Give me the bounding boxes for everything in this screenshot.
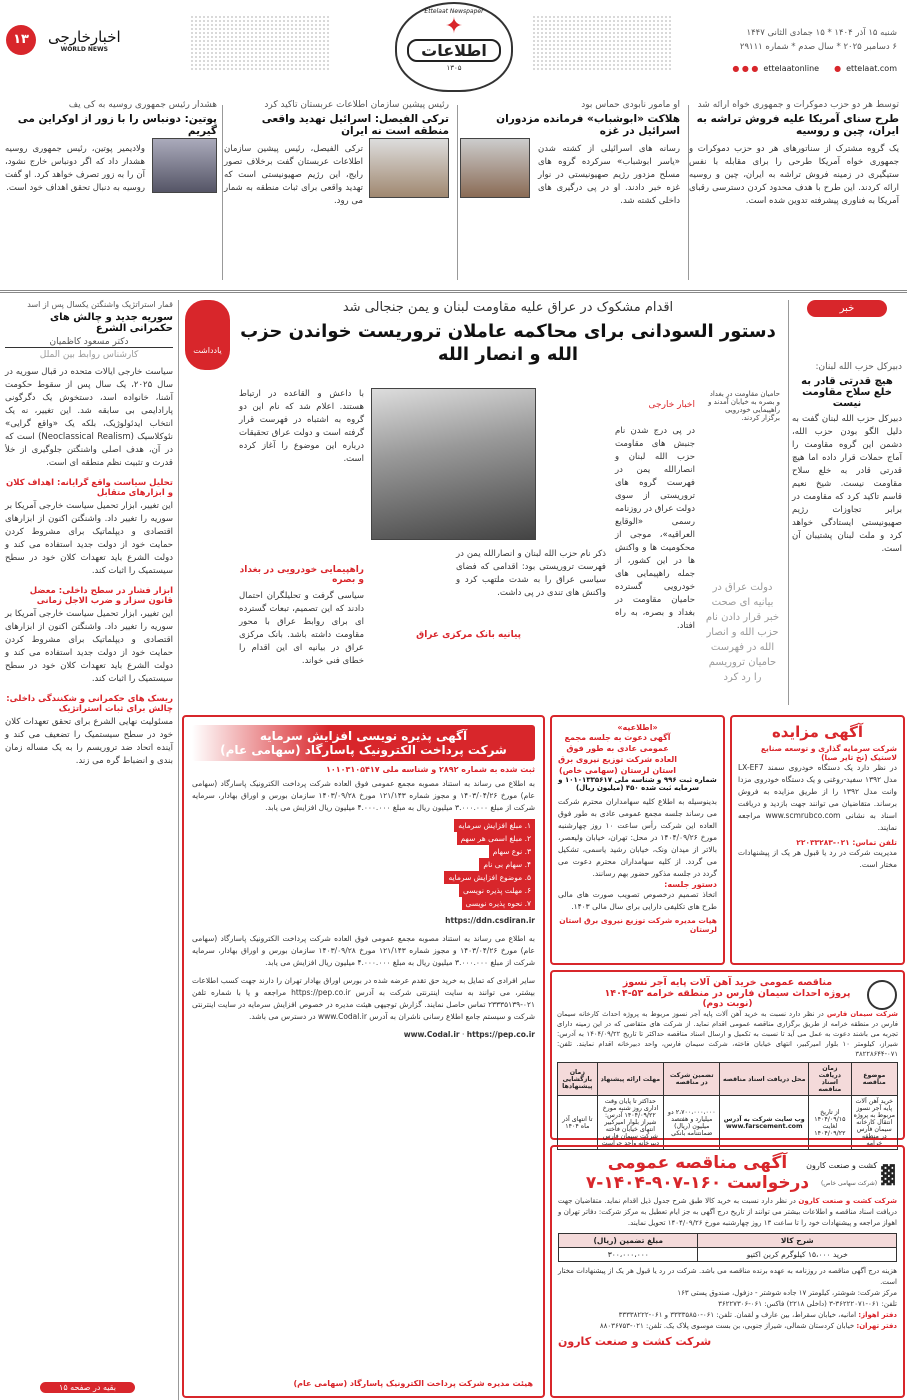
ads-notice-reg: شماره ثبت ۹۹۶ و شناسه ملی ۱۰۱۰۱۳۳۵۶۱۷ و سرمایه ثبت شده ۴۵۰ (میلیون ریال): [558, 776, 717, 792]
opinion-column: [5, 300, 173, 768]
ads-capital-intro: به اطلاع می رساند به استناد مصوبه مجمع عمومی فوق العاده شرکت پرداخت الکترونیک پاسارگاد (سهامی عام) مورخ ۱۴۰۳/۰۴/۲۶ و مجوز شماره ۱۲۱/۱۴۳ مورخ ۱۴۰۳/۰۹/۲۸ سازمان بورس و اوراق بهادار، سرمایه شرکت از مبلغ ۳.۰۰۰.۰۰۰ میلیون ریال به مبلغ ۴.۰۰۰.۰۰۰ میلیون ریال افزایش می یابد.: [192, 934, 535, 967]
block: [558, 1063, 898, 1096]
ads-cement-headers-2: محل دریافت اسناد مناقصه: [720, 1063, 809, 1096]
ad-item: ۲. مبلغ اسمی هر سهم: [457, 832, 536, 845]
ads-cement-headers-0: موضوع مناقصه: [851, 1063, 897, 1096]
ads-cement-row-0: خرید آهن آلات پایه آجر نسوز مربوط به پروژه انتقال کارخانه سیمان فارس در منطقه خرامه: [851, 1096, 897, 1150]
opinion-sub1: تحلیل سیاست واقع گرایانه: اهداف کلان و ابزارهای متقابل: [5, 478, 173, 498]
ads-karun-logo_name: کشت و صنعت کارون: [806, 1161, 878, 1170]
ads-cement-body: در نظر دارد نسبت به خرید آهن آلات پایه آجر نسوز مربوط به پروژه احداث کارخانه سیمان فارس در منطقه خرامه از طریق برگزاری مناقصه عمومی اقدام نماید. از شرکت های متقاضی که در این زمینه دارای تجربه می باشند دعوت به عمل می آید تا نسبت به تکمیل و ارسال اسناد مناقصه حداکثر تا تاریخ ۱۴۰۴/۰۹/۲۲ به آدرس: شیراز، کیلومتر ۱۰ بلوار امیرکبیر، انتهای خیابان فاخته، شرکت سیمان فارس، واحد دبیرخانه اقدام نمایند. تلفن: ۰۷۱-۳۸۲۲۸۶۴۴: [557, 1010, 898, 1058]
ads-auction-footer: مدیریت شرکت در رد یا قبول هر یک از پیشنهادات مختار است.: [738, 848, 897, 869]
ads-karun-row-1: ۳۰۰،۰۰۰،۰۰۰: [559, 1248, 698, 1262]
ads-karun-body2: هزینه درج آگهی مناقصه در روزنامه به عهده برنده مناقصه می باشد. شرکت در رد یا قبول هر یک از پیشنهادات مختار است.: [558, 1267, 897, 1286]
opinion-title: سوریه جدید و چالش های حکمرانی الشرع: [49, 312, 173, 334]
main_story-col1: در پی درج شدن نام جنبش های مقاومت حزب الله لبنان و انصارالله یمن در فهرست گروه های تروریستی از سوی دولت عراق در روزنامه رسمی «الوقایع العراقیه»، موجی از محکومیت ها و واکنش ها در این کشور، از جمله راهپیمایی های خودرویی گسترده حامیان مقاومت در بغداد و بصره، به راه افتاد.: [615, 426, 695, 631]
ads-cement-company: شرکت سیمان فارس: [826, 1010, 898, 1018]
continue-link[interactable]: بقیه در صفحه ۱۵: [40, 1382, 135, 1393]
opinion-body2: این تغییر، ابزار تحمیل سیاست خارجی آمریکا بر سوریه را تغییر داد. واشنگتن اکنون از ابزارهای اقتصادی و دیپلماتیک برای مشروط کردن حمایت خود از دولت جدید استفاده می کند و دولت الشرع باید تعهدات کلان خود در سطح سیستمیک را اثبات کند.: [5, 501, 173, 576]
ads-capital-intro: به اطلاع می رساند به استناد مصوبه مجمع عمومی فوق العاده شرکت پرداخت الکترونیک پاسارگاد (سهامی عام) مورخ ۱۴۰۳/۰۴/۲۶ و مجوز شماره ۱۲۱/۱۴۳ مورخ ۱۴۰۳/۰۹/۲۸ سازمان بورس و اوراق بهادار، سرمایه شرکت از مبلغ ۳.۰۰۰.۰۰۰ میلیون ریال به مبلغ ۴.۰۰۰.۰۰۰ میلیون ریال افزایش می یابد.: [192, 779, 535, 812]
ads-karun-hq: مرکز شرکت: شوشتر، کیلومتر ۱۷ جاده شوشتر - دزفول، صندوق پستی ۱۶۳: [677, 1289, 897, 1297]
top-story: [689, 100, 899, 208]
top_stories-2-kicker: رئیس پیشین سازمان اطلاعات عربستان تاکید کرد: [264, 100, 449, 110]
main_story-kicker: اقدام مشکوک در عراق علیه مقاومت لبنان و یمن جنجالی شد: [342, 300, 674, 315]
sidebar-body: دبیرکل حزب الله لبنان گفت به دلیل الگو بودن حزب الله، دشمن این گروه مقاومت را آماج حملات قرار داده اما هیچ قدرتی قادر به خلع سلاح مقاومت نیست. شیخ نعیم قاسم تاکید کرد که مقاومت در برابر تجاوزات رژیم صهیونیستی ایستادگی خواهد کرد و ملت لبنان پشتیبان آن است.: [792, 414, 902, 554]
ads-karun-row-0: خرید ۱۵،۰۰۰ کیلوگرم کربن اکتیو: [698, 1248, 897, 1262]
sidebar-kicker: دبیرکل حزب الله لبنان:: [815, 362, 902, 372]
ads-auction-body: در نظر دارد یک دستگاه خودروی سمند LX-EF7 مدل ۱۳۹۲ سفید-روغنی و یک دستگاه خودروی مزدا وانت مدل ۱۳۹۲ را از طریق مزایده به فروش برساند. متقاضیان می توانند جهت بازدید و دریافت اسناد به نشانی www.scmrubco.com مراجعه نمایند.: [738, 763, 898, 832]
ads-karun-tehran: خیابان کردستان شمالی، شیراز جنوبی، بن بست موسوی پلاک یک. تلفن: ۰۲۱-۸۸۰۳۶۷۵۳: [599, 1322, 855, 1330]
page-number: ۱۳: [6, 25, 36, 55]
block: [559, 1234, 897, 1262]
story-photo: [369, 138, 449, 198]
ads-notice-label: «اطلاعیه»: [617, 723, 658, 732]
ads-cement-row-4: حداکثر تا پایان وقت اداری روز شنبه مورخ ۱۴۰۴/۰۹/۲۲ آدرس: شیراز بلوار امیرکبیر انتهای خیابان فاخته شرکت سیمان فارس دبیرخانه واحد حراست: [597, 1096, 664, 1150]
ad-general-assembly: [550, 715, 725, 965]
ads-notice-title: آگهی دعوت به جلسه مجمع عمومی عادی به طور فوق العاده شرکت توزیع نیروی برق استان لرستان (سهامی خاص): [558, 733, 677, 775]
wheat-icon: ▓: [881, 1164, 895, 1186]
ads-karun-title1: آگهی مناقصه عمومی: [607, 1153, 788, 1173]
ad-item: ۳. نوع سهام: [489, 845, 535, 858]
ads-capital-signature: هیئت مدیره شرکت پرداخت الکترونیک پاسارگاد (سهامی عام): [293, 1379, 533, 1388]
ad-auction: [730, 715, 905, 965]
block: [558, 1196, 897, 1229]
main-story: [236, 300, 780, 705]
opinion-author: دکتر مسعود کاظمیان: [49, 337, 129, 347]
social-icons: ● ● ●: [732, 64, 759, 73]
top-story: [5, 100, 217, 195]
ads-auction-company: شرکت سرمایه گذاری و توسعه صنایع لاستیک (نخ تایر صبا): [760, 744, 897, 762]
ads-karun-ahvaz_label: دفتر اهواز:: [858, 1311, 897, 1319]
opinion-body: سیاست خارجی ایالات متحده در قبال سوریه در سال ۲۰۲۵، یک سال پس از سقوط حکومت آشنا، خانواده اسد، دستخوش یک دگرگونی پارادایمی بی سابقه شد. این تغییر، نه یک انتخاب ایدئولوژیک، بلکه یک «واقع گرایی» نئوکلاسیک (Neoclassical Realism) است که در آن، هدف اصلی واشنگتن جلوگیری از خلأ قدرت و تثبیت نظم منطقه ای است.: [5, 367, 173, 468]
block: [806, 1161, 877, 1189]
ads-notice-agenda_title: دستور جلسه:: [664, 880, 717, 889]
top_stories-1-body: رسانه های اسرائیلی از کشته شدن «یاسر ابوشباب» سرکرده گروه های مسلح مزدور رژیم صهیونیستی در نوار غزه خبر دادند. او در پی درگیری های داخلی کشته شد.: [538, 144, 680, 206]
block: https://pep.co.ir · www.Codal.ir: [403, 1030, 535, 1039]
ads-karun-headers-1: مبلغ تضمین (ریال): [559, 1234, 698, 1248]
ads-karun-body: در نظر دارد نسبت به خرید کالا طبق شرح جدول ذیل اقدام نماید. متقاضیان جهت دریافت اسناد مناقصه و اطلاعات بیشتر می توانند از تاریخ درج آگهی به جز ایام تعطیل به مرکز شرکت: دفاتر تهران و اهواز مراجعه و پیشنهادات خود را تا ساعت ۱۳ روز چهارشنبه مورخ ۱۴۰۴/۰۹/۲۶ تحویل نمایند.: [558, 1197, 897, 1227]
company-logo: [806, 1161, 895, 1189]
top_stories-3-title: پوتین: دونباس را با زور از اوکراین می گیریم: [17, 113, 217, 137]
main-headline: دستور السودانی برای محاکمه عاملان تروریست خواندن حزب الله و انصار الله: [240, 321, 776, 365]
opinion-author_role: کارشناس روابط بین الملل: [5, 347, 173, 360]
ads-karun-ahvaz: امانیه، خیابان سقراط، بین عارف و لقمان. تلفن: ۰۶۱-۳۳۳۳۵۸۵۰ و ۰۶۱-۳۳۳۳۸۲۲۲: [618, 1311, 857, 1319]
ads-karun-headers-0: شرح کالا: [698, 1234, 897, 1248]
top_stories-1-title: هلاکت «ابوشباب» فرمانده مزدوران اسرائیل در غزه: [496, 113, 680, 137]
logo-pattern: [190, 15, 330, 70]
logo-pattern: [532, 15, 672, 70]
header-logo_year: ۱۳۰۵: [446, 64, 462, 72]
story-photo: [152, 138, 217, 193]
main-photo: [371, 388, 536, 540]
block: [558, 1321, 897, 1332]
ads-cement-row-3: ۲،۷۰۰،۰۰۰،۰۰۰ دو میلیارد و هفتصد میلیون (ریال) ضمانتنامه بانکی: [664, 1096, 720, 1150]
block: [222, 105, 223, 280]
news-sidebar: [792, 300, 902, 556]
opinion-sub2: ابزار فشار در سطح داخلی: معضل قانون سزار و ضرب الاجل زمانی: [29, 586, 173, 606]
header-logo_text: اطلاعات: [407, 39, 501, 62]
block: [559, 1248, 897, 1262]
ads-cement-headers-1: زمان دریافت اسناد مناقصه: [809, 1063, 851, 1096]
ads-cement-row-1: از تاریخ ۱۴۰۴/۰۹/۱۵ لغایت ۱۴۰۴/۰۹/۲۲: [809, 1096, 851, 1150]
ad-item: ۱. مبلغ افزایش سرمایه: [454, 819, 535, 832]
ads-cement-title3: (نوبت دوم): [702, 999, 753, 1009]
header-section_title: اخبارخارجی: [48, 28, 121, 46]
ad-fars-cement-tender: [550, 970, 905, 1147]
ad-karun-tender: [550, 1145, 905, 1398]
header-logo_banner: Ettelaat Newspaper: [424, 8, 484, 15]
opinion-badge: یادداشت: [185, 300, 230, 370]
ads-auction-phone: تلفن تماس: ۰۲۱-۲۲۰۳۳۲۸۳: [796, 838, 897, 847]
social-links[interactable]: [732, 64, 897, 73]
ad-item: ۶. مهلت پذیره نویسی: [459, 884, 535, 897]
block: [192, 915, 535, 927]
block: [178, 300, 179, 1400]
block: [788, 300, 789, 705]
pull-quote: دولت عراق در بیانیه ای صحت خبر قرار دادن نام حزب الله و انصار الله در فهرست حامیان تروریسم را رد کرد: [705, 582, 780, 683]
top_stories-3-body: ولادیمیر پوتین، رئیس جمهوری روسیه هشدار داد که اگر دونباس خارج نشود، آن را به زور تصرف خواهد کرد. او گفت روسیه به دنبال تحقق اهداف خود است.: [5, 144, 145, 193]
ad-item: ۴. سهام بی نام: [479, 858, 535, 871]
top-story: [460, 100, 680, 208]
block: [192, 725, 535, 761]
ads-cement-row-5: تا انتهای آذر ماه ۱۴۰۴: [558, 1096, 598, 1150]
ad-item: ۷. نحوه پذیره نویسی: [462, 897, 535, 910]
top_stories-3-kicker: هشدار رئیس جمهوری روسیه به کی یف: [68, 100, 217, 110]
company-logo: [867, 980, 897, 1010]
newspaper-logo: [395, 2, 513, 92]
ads-karun-phone: تلفن: ۰۶۱-۳۶۲۲۲۰۷۱-۳ (داخلی ۲۲۱۸) فاکس: ۰۶۱-۳۶۲۲۷۳۰۶: [718, 1300, 897, 1308]
header-social: ettelaatonline: [763, 64, 820, 73]
main_story-col4: سیاسی گرفت و تحلیلگران احتمال دادند که این تصمیم، تبعات گسترده ای برای روابط عراق با محور مقاومت داشته باشد. بانک مرکزی عراق در بیانیه ای این اقدام را خطای فنی خواند.: [239, 591, 364, 666]
main_story-col2: ذکر نام حزب الله لبنان و انصارالله یمن در فهرست تروریستی بود: اقدامی که فضای سیاسی عراق را به شدت ملتهب کرد و واکنش های تندی در پی داشت.: [456, 549, 606, 598]
block: [558, 1096, 898, 1150]
top_stories-0-body: یک گروه مشترک از سناتورهای هر دو حزب دموکرات و جمهوری خواه آمریکا طرحی را برای مقابله با نفس ستیگیری در زمینه فروش تراشه به ایران، چین و روسیه ارائه کردند. این طرح با هدف محدود کردن دسترسی رقبای آمریکا به فناوری پیشرفته تدوین شده است.: [689, 144, 899, 206]
ads-cement-headers-5: زمان بازگشایی پیشنهادها: [558, 1063, 598, 1096]
link[interactable]: https://pep.co.ir: [466, 1030, 535, 1039]
block: [559, 1234, 897, 1248]
top-story: [224, 100, 449, 208]
ads-karun-company: شرکت کشت و صنعت کارون: [798, 1197, 897, 1205]
main_story-sub1: پیانیه بانک مرکزی عراق: [416, 630, 521, 640]
block: ✦: [444, 14, 464, 39]
top_stories-1-kicker: او مامور نابودی حماس بود: [581, 100, 680, 110]
link[interactable]: https://ddn.csdiran.ir: [445, 916, 535, 925]
opinion-sub3: ریسک های حکمرانی و شکنندگی داخلی: چالش برای ثبات استراتژیک: [6, 694, 173, 714]
ads-karun-tehran_label: دفتر تهران:: [856, 1322, 897, 1330]
ads-cement-title2: پروژه احداث سیمان فارس در منطقه خرامه ۵۳-۱۴۰۴: [604, 988, 851, 999]
masthead: [0, 0, 907, 95]
link[interactable]: www.Codal.ir: [403, 1030, 460, 1039]
ads-capital-title2: شرکت پرداخت الکترونیک پاسارگاد (سهامی عام): [220, 743, 507, 757]
date-line: شنبه ۱۵ آذر ۱۴۰۴ * ۱۵ جمادی الثانی ۱۴۴۷: [746, 28, 897, 38]
ad-item: ۵. موضوع افزایش سرمایه: [444, 871, 535, 884]
block: [558, 1063, 898, 1150]
side-label: اخبار خارجی: [648, 400, 695, 410]
block: [688, 105, 689, 280]
main_story-col3: با داعش و القاعده در ارتباط هستند. اعلام شد که نام این دو گروه به اشتباه در فهرست قرار گرفته است و دولت عراق تحقیقات درباره این موضوع را آغاز کرده است.: [239, 389, 364, 464]
ads-capital-title1: آگهی پذیره نویسی افزایش سرمایه: [259, 729, 468, 743]
ads-karun-signature: شرکت کشت و صنعت کارون: [558, 1335, 712, 1348]
ads-karun-title2: درخواست ۱۶۰-۹۰۷-۱۴۰۴-۷: [585, 1173, 810, 1193]
ads-notice-body: بدینوسیله به اطلاع کلیه سهامداران محترم شرکت می رساند جلسه مجمع عمومی عادی به طور فوق العاده این شرکت رأس ساعت ۱۰ روز چهارشنبه مورخ ۱۴۰۴/۰۹/۲۶ در محل: تهران، خیابان ولیعصر، بالاتر از میدان ونک، خیابان رشید یاسمی، تشکیل می گردد. از کلیه سهامداران محترم دعوت می گردد در جلسه مذکور حضور بهم رسانند.: [558, 797, 717, 878]
block: [192, 819, 535, 910]
header-section_en: WORLD NEWS: [60, 46, 108, 53]
globe-icon: ●: [834, 64, 842, 73]
ads-capital-reg: ثبت شده به شماره ۲۸۹۲ و شناسه ملی ۱۰۱۰۳۱۰۵۴۱۷: [325, 765, 535, 774]
section-title: [48, 28, 121, 53]
top_stories-2-title: ترکی الفیصل: اسرائیل تهدید واقعی منطقه است نه ایران: [261, 113, 449, 137]
block: [457, 105, 458, 280]
block: [558, 1310, 897, 1321]
main_story-sub2: راهپیمایی خودرویی در بغداد و بصره: [239, 565, 364, 585]
top_stories-0-kicker: توسط هر دو حزب دموکرات و جمهوری خواه ارائه شد: [697, 100, 899, 110]
tender-table: [557, 1062, 898, 1150]
block: [0, 290, 907, 293]
ads-karun-logo_sub: (شرکت سهامی خاص): [820, 1180, 878, 1187]
sidebar-title: هیچ قدرتی قادر به خلع سلاح مقاومت نیست: [801, 376, 893, 409]
ads-cement-headers-3: تضمین شرکت در مناقصه: [664, 1063, 720, 1096]
ads-cement-headers-4: مهلت ارائه پیشنهاد: [597, 1063, 664, 1096]
opinion-body2: این تغییر، ابزار تحمیل سیاست خارجی آمریکا بر سوریه را تغییر داد. واشنگتن اکنون از ابزارهای اقتصادی و دیپلماتیک برای مشروط کردن حمایت خود از دولت جدید استفاده می کند و دولت الشرع باید تعهدات کلان خود در سطح سیستمیک را اثبات کند.: [5, 609, 173, 684]
date-line: ۶ دسامبر ۲۰۲۵ * سال صدم * شماره ۲۹۱۱۱: [739, 42, 897, 52]
ads-auction-title: آگهی مزایده: [771, 723, 864, 741]
top_stories-2-body: ترکی الفیصل، رئیس پیشین سازمان اطلاعات عربستان گفت برخلاف تصور رایج، این رژیم صهیونیستی است که تهدید واقعی برای ثبات منطقه به شمار می رود.: [224, 144, 363, 206]
tender-table: [558, 1233, 897, 1262]
ad-capital-increase: [182, 715, 545, 1398]
ads-capital-body2: سایر افرادی که تمایل به خرید حق تقدم عرضه شده در بورس اوراق بهادار تهران را دارند جهت کسب اطلاعات بیشتر، می توانند به سایت اینترنتی شرکت به آدرس https://pep.co.ir مراجعه و یا با شماره تلفن ۰۲۱-۲۳۳۳۵۱۳۹ تماس حاصل نمایند. گزارش توجیهی هیئت مدیره در خصوص افزایش سرمایه در سایت اینترنتی شرکت و سیستم جامع اطلاع رسانی ناشران به آدرس www.Codal.ir در دسترس می باشد.: [192, 976, 536, 1021]
photo-caption: حامیان مقاومت در بغداد و بصره به خیابان آمدند و راهپیمایی خودرویی برگزار کردند.: [708, 390, 780, 422]
ads-cement-row-2: وب سایت شرکت به آدرس www.farscement.com: [720, 1096, 809, 1150]
top_stories-0-title: طرح سنای آمریکا علیه فروش تراشه به ایران، چین و روسیه: [696, 113, 899, 137]
ads-cement-title1: مناقصه عمومی خرید آهن آلات پایه آجر نسوز: [622, 977, 833, 988]
opinion-body3: مسئولیت نهایی الشرع برای تحقق تعهدات کلان خود در سطح سیستمیک را تضعیف می کند و آینده اتحاد ضد تروریسم را به یک مساله زمان بندی و انضباط گره می زند.: [5, 717, 173, 766]
news-badge: خبر: [807, 300, 887, 317]
ads-notice-signature: هیات مدیره شرکت توزیع نیروی برق استان لرستان: [559, 916, 717, 934]
story-photo: [460, 138, 530, 198]
block: [557, 1009, 898, 1059]
opinion-kicker: قمار استراتژیک واشنگتن یکسال پس از اسد: [27, 300, 173, 309]
header-website: ettelaat.com: [846, 64, 897, 73]
ads-notice-agenda: اتخاذ تصمیم درخصوص تصویب صورت های مالی طرح های تکلیفی دارایی برای سال مالی ۱۴۰۳.: [558, 890, 717, 911]
